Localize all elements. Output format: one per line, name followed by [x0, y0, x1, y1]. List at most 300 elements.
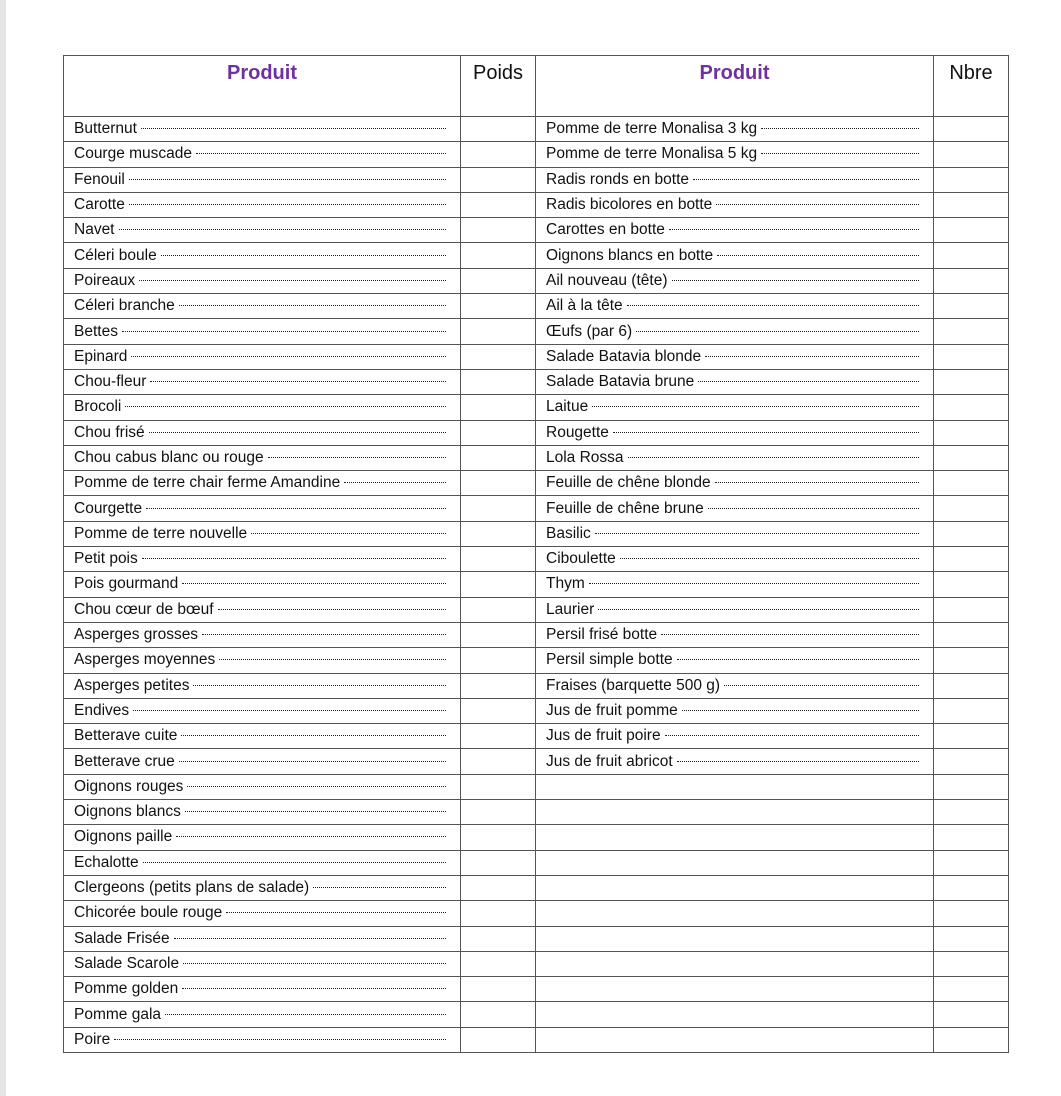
- dotted-leader: [682, 710, 919, 711]
- right-product-label: Basilic: [546, 524, 591, 542]
- count-entry-cell[interactable]: [934, 977, 1009, 1002]
- left-product-label: Pomme gala: [74, 1005, 162, 1023]
- right-product-label: Lola Rossa: [546, 449, 624, 466]
- right-product-cell: [536, 673, 934, 698]
- weight-entry-cell[interactable]: [461, 420, 536, 445]
- table-row: [64, 1027, 1009, 1052]
- right-product-label: Laitue: [546, 398, 589, 416]
- count-entry-cell[interactable]: [934, 572, 1009, 597]
- dotted-leader: [761, 153, 919, 154]
- left-product-label: Betterave crue: [74, 752, 175, 770]
- dotted-leader: [724, 685, 919, 686]
- left-product-cell: [64, 445, 461, 470]
- left-product-label: Salade Frisée: [74, 929, 170, 947]
- left-product-label: Céleri branche: [74, 297, 175, 315]
- table-row: [64, 243, 1009, 268]
- weight-entry-cell[interactable]: [461, 294, 536, 319]
- left-product-label: Navet: [74, 221, 115, 239]
- left-product-label: Chou-fleur: [74, 373, 147, 391]
- weight-entry-cell[interactable]: [461, 344, 536, 369]
- weight-entry-cell[interactable]: [461, 850, 536, 875]
- dotted-leader: [174, 938, 446, 939]
- table-row: [64, 167, 1009, 192]
- right-product-cell: [536, 1002, 934, 1027]
- left-product-cell: [64, 547, 461, 572]
- count-entry-cell[interactable]: [934, 192, 1009, 217]
- left-product-cell: [64, 268, 461, 293]
- dotted-leader: [179, 761, 446, 762]
- left-product-label: Oignons blancs: [74, 803, 181, 821]
- dotted-leader: [179, 305, 446, 306]
- count-entry-cell[interactable]: [934, 369, 1009, 394]
- left-product-cell: [64, 800, 461, 825]
- left-product-cell: [64, 951, 461, 976]
- left-product-label: Poire: [74, 1030, 111, 1048]
- left-product-cell: [64, 369, 461, 394]
- table-row: [64, 749, 1009, 774]
- weight-header: Poids: [461, 56, 536, 117]
- dotted-leader: [129, 179, 446, 180]
- dotted-leader: [187, 786, 446, 787]
- left-product-label: Pomme de terre chair ferme Amandine: [74, 474, 341, 492]
- dotted-leader: [313, 887, 446, 888]
- dotted-leader: [698, 381, 919, 382]
- dotted-leader: [176, 836, 446, 837]
- right-product-cell: [536, 142, 934, 167]
- weight-entry-cell[interactable]: [461, 875, 536, 900]
- right-product-header: Produit: [536, 56, 934, 117]
- weight-entry-cell[interactable]: [461, 192, 536, 217]
- left-product-label: Oignons paille: [74, 828, 173, 846]
- count-entry-cell[interactable]: [934, 622, 1009, 647]
- dotted-leader: [165, 1014, 446, 1015]
- right-product-cell: [536, 294, 934, 319]
- count-entry-cell[interactable]: [934, 1027, 1009, 1052]
- weight-entry-cell[interactable]: [461, 1002, 536, 1027]
- table-row: [64, 445, 1009, 470]
- left-product-cell: [64, 724, 461, 749]
- left-product-cell: [64, 977, 461, 1002]
- dotted-leader: [705, 356, 919, 357]
- count-entry-cell[interactable]: [934, 774, 1009, 799]
- right-product-cell: [536, 471, 934, 496]
- left-product-cell: [64, 1027, 461, 1052]
- table-row: [64, 142, 1009, 167]
- right-product-cell: [536, 825, 934, 850]
- weight-entry-cell[interactable]: [461, 977, 536, 1002]
- dotted-leader: [150, 381, 446, 382]
- table-row: [64, 192, 1009, 217]
- weight-entry-cell[interactable]: [461, 218, 536, 243]
- weight-entry-cell[interactable]: [461, 243, 536, 268]
- dotted-leader: [182, 988, 446, 989]
- dotted-leader: [595, 533, 919, 534]
- dotted-leader: [715, 482, 919, 483]
- left-product-cell: [64, 926, 461, 951]
- right-product-label: Radis bicolores en botte: [546, 196, 713, 214]
- count-entry-cell[interactable]: [934, 471, 1009, 496]
- left-product-label: Chou cœur de bœuf: [74, 600, 214, 618]
- left-product-label: Asperges petites: [74, 676, 190, 694]
- right-product-cell: [536, 749, 934, 774]
- weight-entry-cell[interactable]: [461, 901, 536, 926]
- right-product-label: Ail à la tête: [546, 297, 623, 315]
- left-product-label: Chicorée boule rouge: [74, 904, 223, 922]
- left-product-label: Pomme golden: [74, 980, 179, 998]
- right-product-label: Persil simple botte: [546, 651, 673, 669]
- table-row: [64, 395, 1009, 420]
- count-entry-cell[interactable]: [934, 724, 1009, 749]
- right-product-label: Salade Batavia brune: [546, 373, 695, 391]
- dotted-leader: [149, 432, 446, 433]
- right-product-label: Feuille de chêne brune: [546, 499, 704, 517]
- left-product-cell: [64, 749, 461, 774]
- count-entry-cell[interactable]: [934, 648, 1009, 673]
- table-row: [64, 951, 1009, 976]
- left-product-label: Bettes: [74, 322, 118, 340]
- weight-entry-cell[interactable]: [461, 698, 536, 723]
- count-entry-cell[interactable]: [934, 673, 1009, 698]
- right-product-cell: [536, 724, 934, 749]
- count-entry-cell[interactable]: [934, 800, 1009, 825]
- table-row: [64, 622, 1009, 647]
- left-product-label: Endives: [74, 701, 130, 719]
- right-product-cell: [536, 977, 934, 1002]
- left-product-cell: [64, 648, 461, 673]
- dotted-leader: [129, 204, 446, 205]
- left-product-label: Betterave cuite: [74, 727, 178, 745]
- right-product-cell: [536, 218, 934, 243]
- weight-entry-cell[interactable]: [461, 622, 536, 647]
- left-product-cell: [64, 319, 461, 344]
- right-product-label: Ciboulette: [546, 550, 616, 568]
- right-product-cell: [536, 698, 934, 723]
- table-row: [64, 724, 1009, 749]
- table-row: [64, 369, 1009, 394]
- dotted-leader: [183, 963, 446, 964]
- count-entry-cell[interactable]: [934, 344, 1009, 369]
- table-row: [64, 117, 1009, 142]
- count-entry-cell[interactable]: [934, 901, 1009, 926]
- right-product-cell: [536, 445, 934, 470]
- left-product-label: Pomme de terre nouvelle: [74, 524, 248, 542]
- left-product-label: Salade Scarole: [74, 954, 180, 972]
- table-row: [64, 572, 1009, 597]
- weight-entry-cell[interactable]: [461, 142, 536, 167]
- left-product-header: Produit: [64, 56, 461, 117]
- count-entry-cell[interactable]: [934, 597, 1009, 622]
- dotted-leader: [143, 862, 446, 863]
- dotted-leader: [717, 255, 919, 256]
- weight-entry-cell[interactable]: [461, 167, 536, 192]
- dotted-leader: [202, 634, 446, 635]
- table-row: [64, 901, 1009, 926]
- weight-entry-cell[interactable]: [461, 774, 536, 799]
- table-row: [64, 926, 1009, 951]
- count-header: Nbre: [934, 56, 1009, 117]
- count-entry-cell[interactable]: [934, 496, 1009, 521]
- weight-entry-cell[interactable]: [461, 319, 536, 344]
- weight-entry-cell[interactable]: [461, 800, 536, 825]
- right-product-cell: [536, 420, 934, 445]
- left-product-cell: [64, 673, 461, 698]
- right-product-label: Carottes en botte: [546, 221, 665, 239]
- weight-entry-cell[interactable]: [461, 648, 536, 673]
- dotted-leader: [620, 558, 919, 559]
- right-product-cell: [536, 167, 934, 192]
- table-row: [64, 496, 1009, 521]
- dotted-leader: [114, 1039, 446, 1040]
- right-product-label: Jus de fruit pomme: [546, 701, 678, 719]
- left-product-cell: [64, 698, 461, 723]
- count-entry-cell[interactable]: [934, 319, 1009, 344]
- right-product-cell: [536, 901, 934, 926]
- right-product-label: Jus de fruit poire: [546, 727, 661, 745]
- left-product-label: Brocoli: [74, 398, 122, 416]
- dotted-leader: [125, 406, 446, 407]
- count-entry-cell[interactable]: [934, 445, 1009, 470]
- weight-entry-cell[interactable]: [461, 395, 536, 420]
- weight-entry-cell[interactable]: [461, 572, 536, 597]
- count-entry-cell[interactable]: [934, 420, 1009, 445]
- dotted-leader: [146, 508, 446, 509]
- table-row: [64, 774, 1009, 799]
- weight-entry-cell[interactable]: [461, 471, 536, 496]
- header-row: [64, 56, 1009, 117]
- left-product-cell: [64, 142, 461, 167]
- dotted-leader: [628, 457, 919, 458]
- count-entry-cell[interactable]: [934, 142, 1009, 167]
- table-row: [64, 850, 1009, 875]
- table-row: [64, 471, 1009, 496]
- right-product-cell: [536, 369, 934, 394]
- dotted-leader: [119, 229, 447, 230]
- dotted-leader: [669, 229, 919, 230]
- left-product-label: Chou cabus blanc ou rouge: [74, 449, 264, 466]
- dotted-leader: [592, 406, 919, 407]
- dotted-leader: [589, 583, 919, 584]
- right-product-cell: [536, 800, 934, 825]
- left-product-cell: [64, 521, 461, 546]
- right-product-label: Thym: [546, 575, 585, 593]
- dotted-leader: [181, 735, 446, 736]
- left-product-cell: [64, 420, 461, 445]
- left-product-cell: [64, 344, 461, 369]
- right-product-label: Laurier: [546, 600, 595, 618]
- left-product-label: Céleri boule: [74, 246, 157, 264]
- right-product-label: Jus de fruit abricot: [546, 752, 673, 770]
- left-product-cell: [64, 218, 461, 243]
- dotted-leader: [665, 735, 919, 736]
- left-product-cell: [64, 192, 461, 217]
- weight-entry-cell[interactable]: [461, 673, 536, 698]
- right-product-label: Persil frisé botte: [546, 626, 658, 644]
- right-product-cell: [536, 597, 934, 622]
- dotted-leader: [677, 659, 919, 660]
- count-entry-cell[interactable]: [934, 926, 1009, 951]
- left-product-cell: [64, 471, 461, 496]
- right-product-cell: [536, 926, 934, 951]
- left-product-label: Poireaux: [74, 271, 136, 289]
- left-product-label: Carotte: [74, 196, 125, 214]
- dotted-leader: [716, 204, 919, 205]
- page-edge: [0, 0, 6, 1096]
- right-product-cell: [536, 496, 934, 521]
- right-product-label: Oignons blancs en botte: [546, 246, 714, 264]
- right-product-label: Pomme de terre Monalisa 3 kg: [546, 120, 758, 138]
- right-product-cell: [536, 395, 934, 420]
- dotted-leader: [708, 508, 919, 509]
- left-product-label: Clergeons (petits plans de salade): [74, 879, 310, 897]
- table-row: [64, 268, 1009, 293]
- left-product-label: Epinard: [74, 347, 128, 365]
- dotted-leader: [761, 128, 919, 129]
- weight-entry-cell[interactable]: [461, 117, 536, 142]
- left-product-label: Pois gourmand: [74, 575, 179, 593]
- table-row: [64, 875, 1009, 900]
- table-row: [64, 294, 1009, 319]
- dotted-leader: [122, 331, 446, 332]
- dotted-leader: [219, 659, 446, 660]
- right-product-cell: [536, 268, 934, 293]
- left-product-cell: [64, 622, 461, 647]
- dotted-leader: [218, 609, 446, 610]
- right-product-label: Radis ronds en botte: [546, 170, 690, 188]
- right-product-label: Pomme de terre Monalisa 5 kg: [546, 145, 758, 163]
- dotted-leader: [226, 912, 446, 913]
- left-product-label: Asperges moyennes: [74, 651, 216, 669]
- right-product-cell: [536, 1027, 934, 1052]
- right-product-label: Salade Batavia blonde: [546, 347, 702, 365]
- dotted-leader: [193, 685, 446, 686]
- weight-entry-cell[interactable]: [461, 597, 536, 622]
- dotted-leader: [627, 305, 919, 306]
- dotted-leader: [613, 432, 919, 433]
- left-product-cell: [64, 774, 461, 799]
- weight-entry-cell[interactable]: [461, 268, 536, 293]
- left-product-label: Echalotte: [74, 853, 139, 871]
- dotted-leader: [344, 482, 446, 483]
- table-row: [64, 420, 1009, 445]
- table-row: [64, 800, 1009, 825]
- dotted-leader: [141, 128, 446, 129]
- right-product-cell: [536, 243, 934, 268]
- table-row: [64, 673, 1009, 698]
- weight-entry-cell[interactable]: [461, 369, 536, 394]
- dotted-leader: [677, 761, 919, 762]
- count-entry-cell[interactable]: [934, 1002, 1009, 1027]
- dotted-leader: [131, 356, 446, 357]
- count-entry-cell[interactable]: [934, 521, 1009, 546]
- count-entry-cell[interactable]: [934, 825, 1009, 850]
- left-product-label: Courgette: [74, 499, 143, 517]
- right-product-cell: [536, 521, 934, 546]
- left-product-label: Butternut: [74, 120, 137, 138]
- dotted-leader: [161, 255, 446, 256]
- right-product-cell: [536, 572, 934, 597]
- dotted-leader: [182, 583, 446, 584]
- dotted-leader: [196, 153, 446, 154]
- count-entry-cell[interactable]: [934, 850, 1009, 875]
- count-entry-cell[interactable]: [934, 547, 1009, 572]
- table-row: [64, 597, 1009, 622]
- dotted-leader: [598, 609, 919, 610]
- right-product-label: Feuille de chêne blonde: [546, 474, 711, 492]
- table-row: [64, 344, 1009, 369]
- count-entry-cell[interactable]: [934, 268, 1009, 293]
- left-product-label: Asperges grosses: [74, 626, 199, 644]
- left-product-label: Petit pois: [74, 550, 138, 568]
- count-entry-cell[interactable]: [934, 243, 1009, 268]
- weight-entry-cell[interactable]: [461, 521, 536, 546]
- count-entry-cell[interactable]: [934, 117, 1009, 142]
- table-row: [64, 319, 1009, 344]
- weight-entry-cell[interactable]: [461, 1027, 536, 1052]
- weight-entry-cell[interactable]: [461, 825, 536, 850]
- left-product-label: Fenouil: [74, 170, 125, 188]
- count-entry-cell[interactable]: [934, 951, 1009, 976]
- left-product-cell: [64, 597, 461, 622]
- count-entry-cell[interactable]: [934, 698, 1009, 723]
- left-product-cell: [64, 395, 461, 420]
- left-product-cell: [64, 901, 461, 926]
- weight-entry-cell[interactable]: [461, 951, 536, 976]
- table-row: [64, 648, 1009, 673]
- left-product-cell: [64, 850, 461, 875]
- count-entry-cell[interactable]: [934, 167, 1009, 192]
- left-product-cell: [64, 117, 461, 142]
- dotted-leader: [251, 533, 446, 534]
- right-product-cell: [536, 192, 934, 217]
- right-product-cell: [536, 850, 934, 875]
- right-product-cell: [536, 547, 934, 572]
- right-product-label: Rougette: [546, 423, 609, 441]
- left-product-label: Courge muscade: [74, 145, 193, 163]
- weight-entry-cell[interactable]: [461, 926, 536, 951]
- count-entry-cell[interactable]: [934, 395, 1009, 420]
- right-product-label: Œufs (par 6): [546, 322, 633, 340]
- left-product-cell: [64, 875, 461, 900]
- right-product-cell: [536, 319, 934, 344]
- right-product-cell: [536, 648, 934, 673]
- right-product-label: Ail nouveau (tête): [546, 271, 668, 289]
- left-product-cell: [64, 572, 461, 597]
- table-row: [64, 547, 1009, 572]
- weight-entry-cell[interactable]: [461, 496, 536, 521]
- table-row: [64, 218, 1009, 243]
- count-entry-cell[interactable]: [934, 875, 1009, 900]
- left-product-cell: [64, 243, 461, 268]
- left-product-cell: [64, 496, 461, 521]
- count-entry-cell[interactable]: [934, 749, 1009, 774]
- weight-entry-cell[interactable]: [461, 547, 536, 572]
- left-product-label: Chou frisé: [74, 423, 145, 441]
- right-product-cell: [536, 875, 934, 900]
- weight-entry-cell[interactable]: [461, 724, 536, 749]
- dotted-leader: [133, 710, 446, 711]
- table-row: [64, 698, 1009, 723]
- dotted-leader: [185, 811, 446, 812]
- right-product-cell: [536, 622, 934, 647]
- weight-entry-cell[interactable]: [461, 445, 536, 470]
- dotted-leader: [636, 331, 919, 332]
- table-row: [64, 521, 1009, 546]
- count-entry-cell[interactable]: [934, 294, 1009, 319]
- count-entry-cell[interactable]: [934, 218, 1009, 243]
- order-form-table: [63, 55, 1009, 1053]
- dotted-leader: [139, 280, 446, 281]
- weight-entry-cell[interactable]: [461, 749, 536, 774]
